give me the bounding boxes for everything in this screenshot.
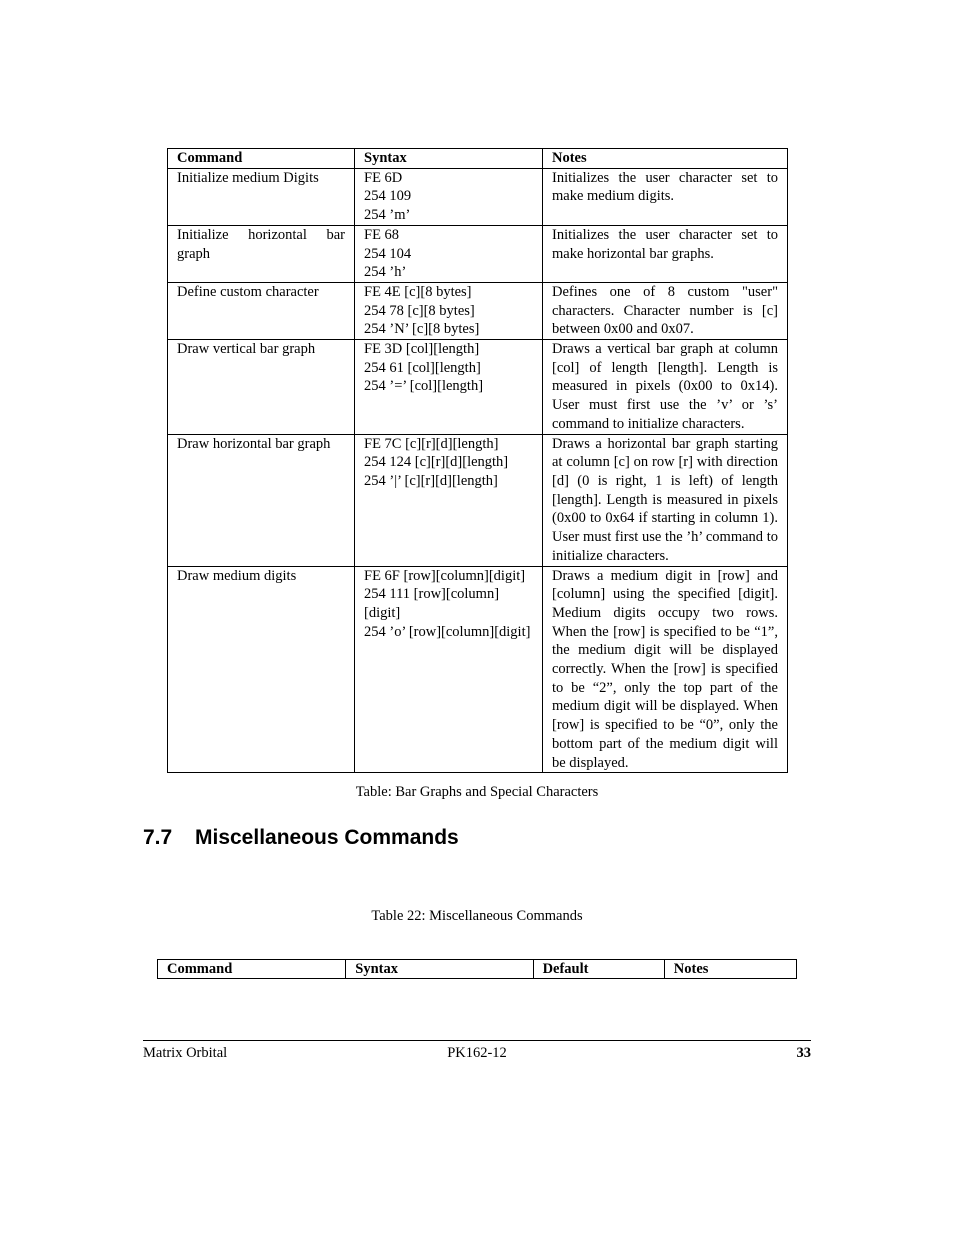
row-command: Initialize medium Digits	[168, 168, 355, 225]
row-command: Initialize horizontal bar graph	[168, 225, 355, 282]
row-syntax	[355, 168, 543, 225]
syntax-line: 254 ’h’	[364, 264, 407, 281]
syntax-line: FE 6D	[364, 169, 403, 186]
syntax-line: 254 109	[364, 188, 412, 205]
table-row	[168, 340, 788, 435]
table-row	[168, 434, 788, 566]
row-notes: Draws a medium digit in [row] and [column] using the specified [digit]. Medium digits occupy two rows. When the [row] is specified to be “1”, the medium digit will be displayed correctly. When the [row] is specified to be “2”, only the top part of the medium digit will be displayed. When [row] is specified to be “0”, only the bottom part of the medium digit will be displayed.	[543, 566, 788, 773]
page-number: 33	[796, 1045, 811, 1061]
syntax-line: FE 7C [c][r][d][length]	[364, 435, 499, 452]
header-notes: Notes	[664, 960, 796, 979]
row-syntax	[355, 225, 543, 282]
section-number: 7.7	[143, 826, 173, 849]
header-syntax: Syntax	[355, 149, 543, 169]
row-command: Draw horizontal bar graph	[168, 434, 355, 566]
syntax-line: 254 ’o’ [row][column][digit]	[364, 623, 531, 640]
syntax-line: 254 78 [c][8 bytes]	[364, 302, 475, 319]
row-notes: Initializes the user character set to make medium digits.	[543, 168, 788, 225]
syntax-line: 254 104	[364, 245, 412, 262]
row-command: Draw medium digits	[168, 566, 355, 773]
row-notes: Defines one of 8 custom "user" characters. Character number is [c] between 0x00 and 0x07.	[543, 282, 788, 339]
syntax-line: FE 68	[364, 226, 400, 243]
footer-company: Matrix Orbital	[143, 1045, 228, 1061]
section-heading	[143, 826, 459, 850]
footer-model: PK162-12	[447, 1045, 507, 1061]
header-command: Command	[158, 960, 346, 979]
table-row	[168, 566, 788, 773]
section-title: Miscellaneous Commands	[195, 826, 459, 849]
header-notes: Notes	[543, 149, 788, 169]
row-notes: Draws a vertical bar graph at column [col] of length [length]. Length is measured in pixels (0x00 to 0x14). User must first use the ’v’ or ’s’ command to initialize characters.	[543, 340, 788, 435]
syntax-line: FE 3D [col][length]	[364, 341, 480, 358]
row-notes: Draws a horizontal bar graph starting at column [c] on row [r] with direction [d] (0 is right, 1 is left) of length [length]. Length is measured in pixels (0x00 to 0x64 if starting in column 1). User must first use the ’h’ command to initialize characters.	[543, 434, 788, 566]
table-caption: Table: Bar Graphs and Special Characters	[355, 784, 599, 800]
misc-commands-table	[157, 959, 797, 979]
syntax-line: 254 124 [c][r][d][length]	[364, 454, 509, 471]
table-row	[168, 225, 788, 282]
header-syntax: Syntax	[346, 960, 533, 979]
syntax-line: FE 4E [c][8 bytes]	[364, 283, 472, 300]
table-row	[168, 282, 788, 339]
row-syntax	[355, 282, 543, 339]
misc-table-caption: Table 22: Miscellaneous Commands	[371, 908, 583, 924]
row-syntax	[355, 434, 543, 566]
row-syntax	[355, 566, 543, 773]
syntax-line: 254 61 [col][length]	[364, 359, 481, 376]
row-syntax	[355, 340, 543, 435]
syntax-line: 254 ’N’ [c][8 bytes]	[364, 321, 480, 338]
syntax-line: 254 ’|’ [c][r][d][length]	[364, 472, 498, 489]
table-header-row	[168, 149, 788, 169]
row-notes: Initializes the user character set to make horizontal bar graphs.	[543, 225, 788, 282]
table-row	[168, 168, 788, 225]
footer-rule	[143, 1040, 811, 1041]
syntax-line: 254 ’m’	[364, 207, 411, 224]
row-command: Draw vertical bar graph	[168, 340, 355, 435]
syntax-line: 254 111 [row][column][digit]	[364, 586, 500, 621]
header-command: Command	[168, 149, 355, 169]
table-header-row	[158, 960, 797, 979]
syntax-line: FE 6F [row][column][digit]	[364, 567, 526, 584]
syntax-line: 254 ’=’ [col][length]	[364, 378, 484, 395]
header-default: Default	[533, 960, 664, 979]
bar-graphs-table	[167, 148, 788, 773]
row-command: Define custom character	[168, 282, 355, 339]
